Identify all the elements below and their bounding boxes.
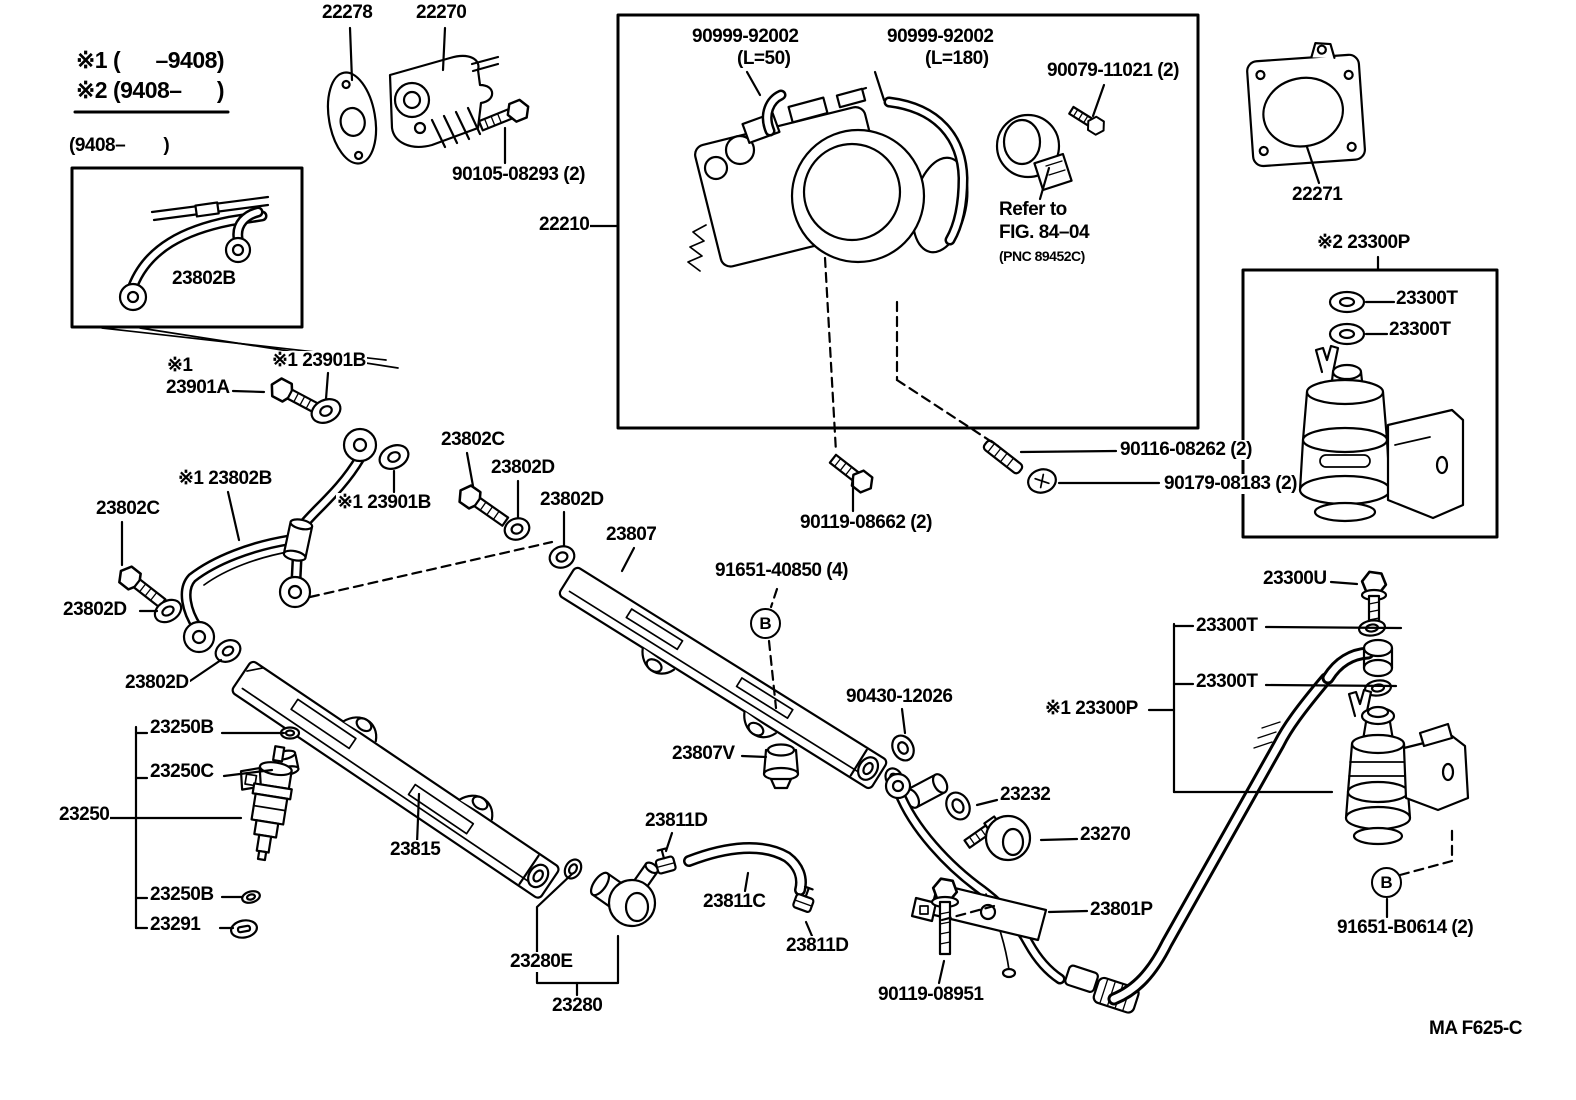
label-23802c-2: 23802C bbox=[441, 429, 505, 450]
label-23270: 23270 bbox=[1080, 824, 1131, 845]
label-23802d-3: 23802D bbox=[491, 457, 555, 478]
label-l180: (L=180) bbox=[925, 48, 989, 69]
label-23815: 23815 bbox=[390, 839, 441, 860]
label-23300t-b: 23300T bbox=[1389, 319, 1451, 340]
label-23250b-1: 23250B bbox=[150, 717, 214, 738]
label-90999-92002-l180: 90999-92002 bbox=[887, 26, 994, 47]
label-23811c: 23811C bbox=[703, 891, 766, 912]
label-23250c: 23250C bbox=[150, 761, 214, 782]
label-23901a: 23901A bbox=[166, 377, 230, 398]
label-90179-08183: 90179-08183 (2) bbox=[1164, 473, 1297, 494]
label-23811d-2: 23811D bbox=[786, 935, 849, 956]
label-23280e: 23280E bbox=[510, 951, 573, 972]
label-23300p-star2: ※2 23300P bbox=[1317, 232, 1410, 253]
label-23300p-star1: ※1 23300P bbox=[1045, 698, 1138, 719]
label-91651-b0614: 91651-B0614 (2) bbox=[1337, 917, 1474, 938]
ref-bubble-b-2: B bbox=[1371, 867, 1402, 898]
label-23802d-2: 23802D bbox=[125, 672, 189, 693]
label-90116-08262: 90116-08262 (2) bbox=[1120, 439, 1252, 460]
note-1: ※1 ( –9408) bbox=[76, 47, 225, 73]
label-23807: 23807 bbox=[606, 524, 657, 545]
label-23802b-box: 23802B bbox=[172, 268, 236, 289]
label-refer-2: FIG. 84–04 bbox=[999, 222, 1090, 243]
label-23802d-1: 23802D bbox=[63, 599, 127, 620]
label-91651-40850: 91651-40850 (4) bbox=[715, 560, 848, 581]
label-23300u: 23300U bbox=[1263, 568, 1327, 589]
label-23300t-d: 23300T bbox=[1196, 671, 1258, 692]
label-23250: 23250 bbox=[59, 804, 110, 825]
label-23801p: 23801P bbox=[1090, 899, 1153, 920]
label-90105-08293: 90105-08293 (2) bbox=[452, 164, 585, 185]
doc-code: MA F625-C bbox=[1429, 1018, 1522, 1039]
label-23901a-star: ※1 bbox=[167, 355, 193, 376]
label-23811d-1: 23811D bbox=[645, 810, 708, 831]
label-23250b-2: 23250B bbox=[150, 884, 214, 905]
label-23901b-1: ※1 23901B bbox=[272, 350, 366, 371]
label-23802b-main: ※1 23802B bbox=[178, 468, 272, 489]
label-90079-11021: 90079-11021 (2) bbox=[1047, 60, 1179, 81]
label-l50: (L=50) bbox=[737, 48, 791, 69]
label-23807v: 23807V bbox=[672, 743, 735, 764]
label-90119-08951: 90119-08951 bbox=[878, 984, 984, 1005]
label-90430-12026: 90430-12026 bbox=[846, 686, 953, 707]
label-90119-08662: 90119-08662 (2) bbox=[800, 512, 932, 533]
label-23901b-2: ※1 23901B bbox=[337, 492, 431, 513]
label-22270: 22270 bbox=[416, 2, 467, 23]
label-23300t-a: 23300T bbox=[1396, 288, 1458, 309]
label-90999-92002-l50: 90999-92002 bbox=[692, 26, 799, 47]
label-23802c-1: 23802C bbox=[96, 498, 160, 519]
label-22278: 22278 bbox=[322, 2, 373, 23]
label-refer-3: (PNC 89452C) bbox=[999, 248, 1085, 264]
label-23300t-c: 23300T bbox=[1196, 615, 1258, 636]
ref-bubble-b-1: B bbox=[750, 608, 781, 639]
note-2: ※2 (9408– ) bbox=[76, 77, 225, 103]
label-22271: 22271 bbox=[1292, 184, 1343, 205]
label-22210: 22210 bbox=[539, 214, 590, 235]
label-refer-1: Refer to bbox=[999, 199, 1067, 220]
label-23291: 23291 bbox=[150, 914, 201, 935]
box1-caption: (9408– ) bbox=[69, 135, 170, 156]
label-23280: 23280 bbox=[552, 995, 603, 1016]
label-23802d-4: 23802D bbox=[540, 489, 604, 510]
label-23232: 23232 bbox=[1000, 784, 1051, 805]
